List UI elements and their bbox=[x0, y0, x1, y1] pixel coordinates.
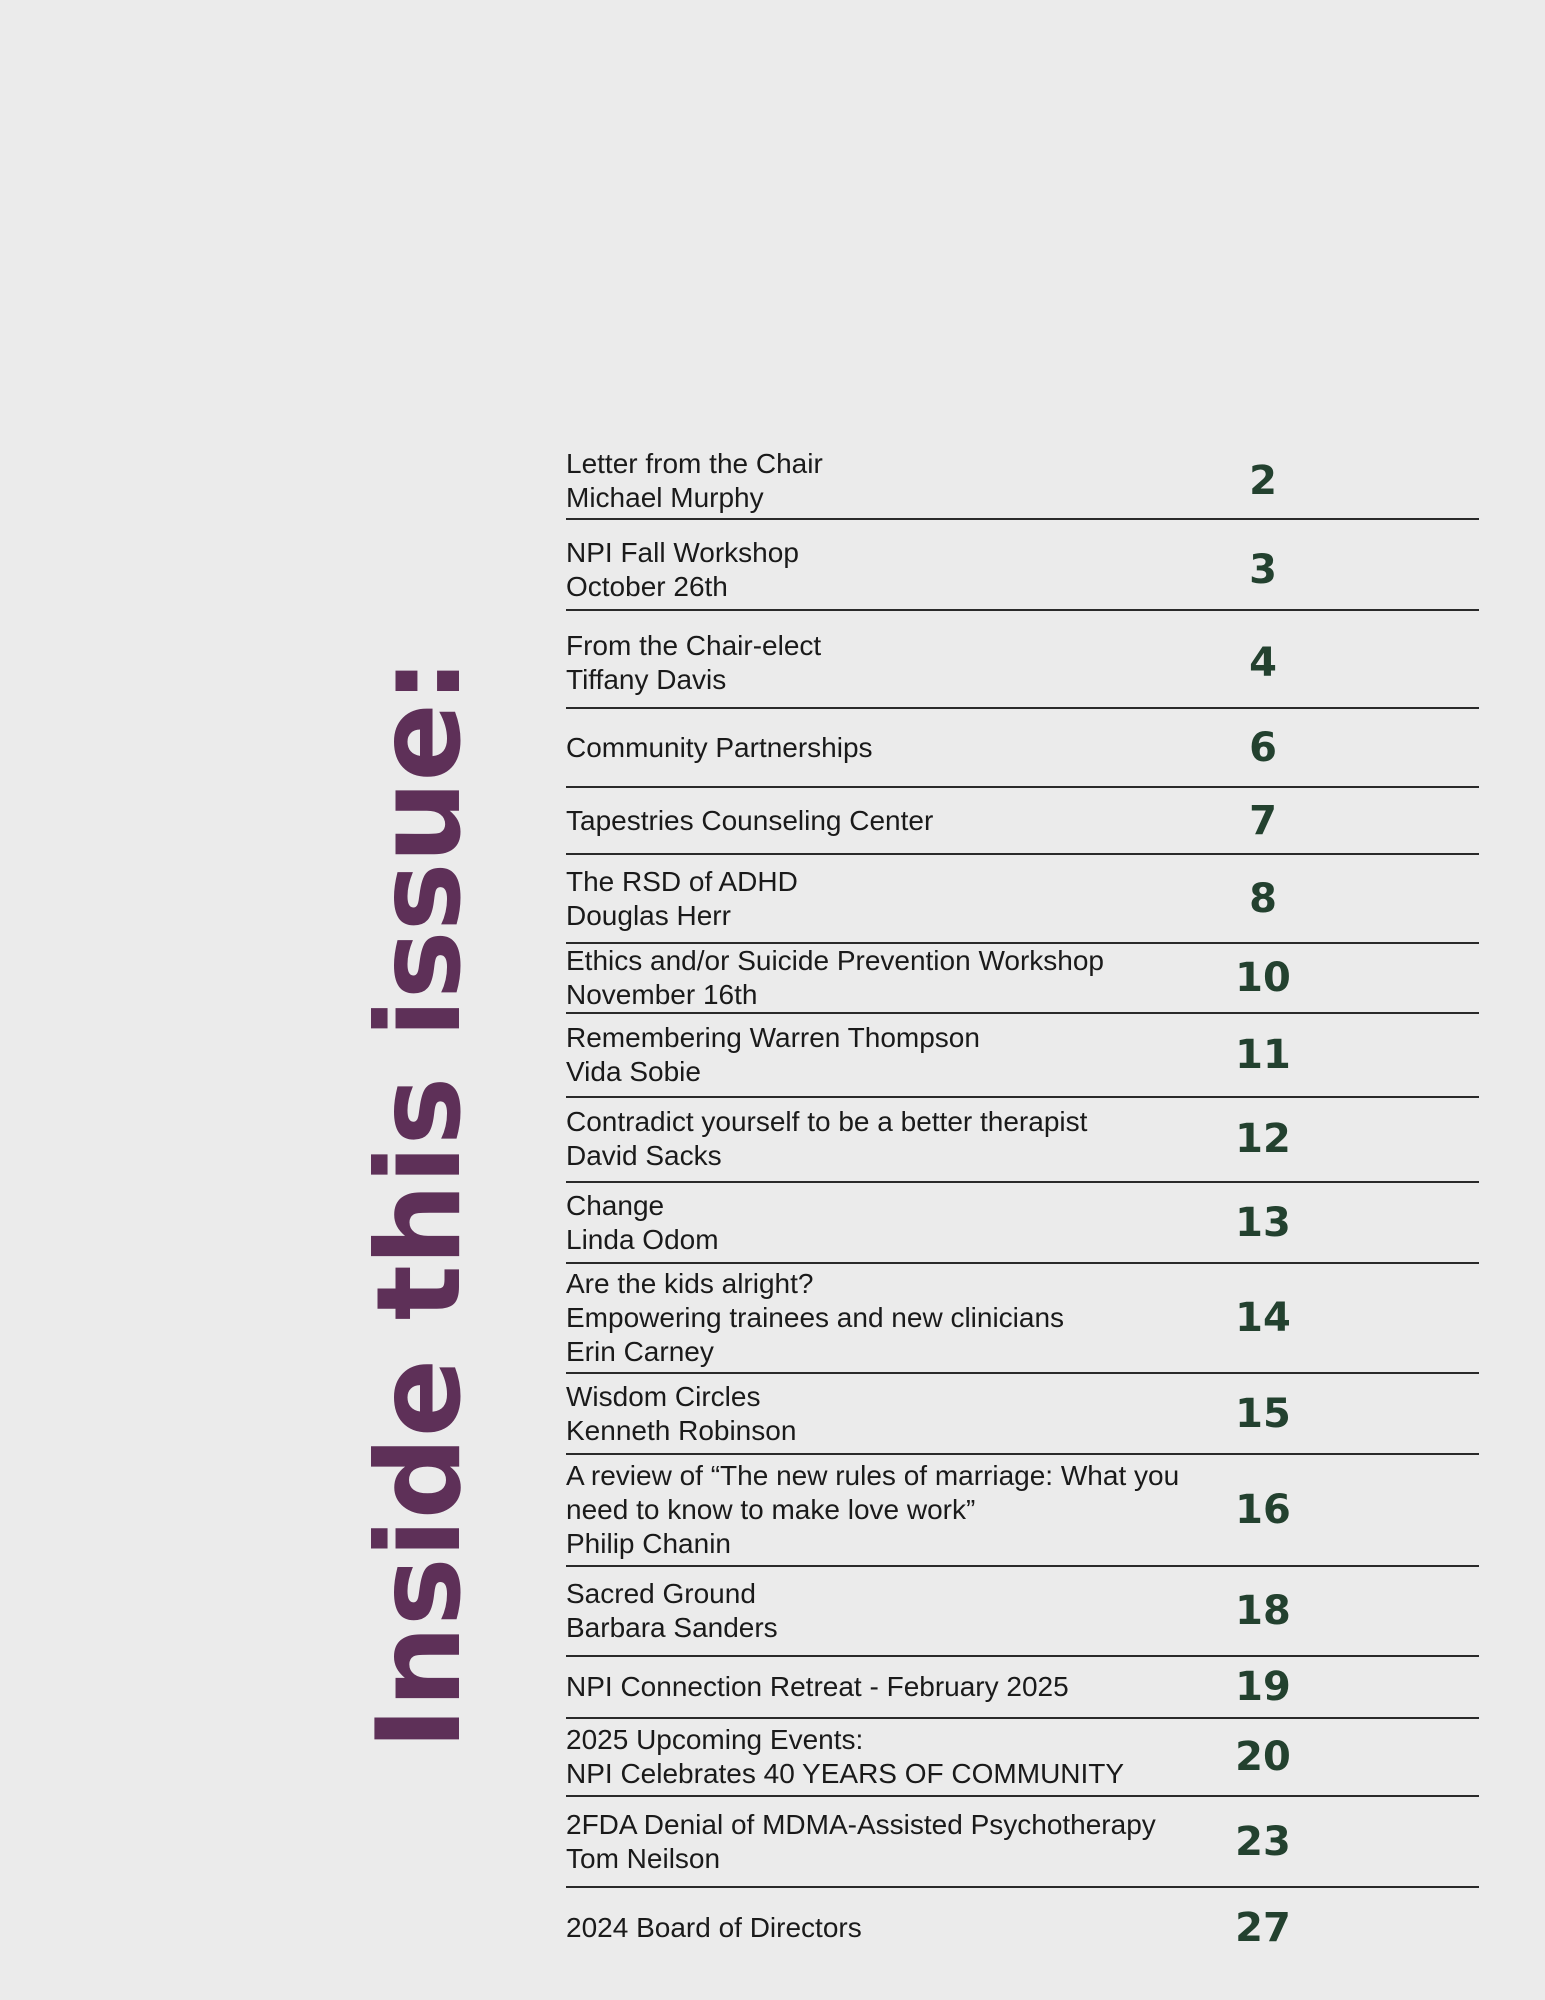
toc-entry[interactable] bbox=[566, 1889, 1479, 1966]
divider-line bbox=[566, 1795, 1479, 1797]
toc-page-number: 27 bbox=[1235, 1904, 1291, 1951]
inside-this-issue-title: Inside this issue: bbox=[352, 658, 487, 1750]
toc-page-number: 12 bbox=[1235, 1116, 1291, 1162]
toc-entry-text bbox=[566, 1656, 1239, 1717]
toc-entry[interactable] bbox=[566, 530, 1479, 609]
toc-entry-subline: Tom Neilson bbox=[566, 1842, 721, 1874]
toc-entry[interactable] bbox=[566, 944, 1479, 1012]
divider-line bbox=[566, 1012, 1479, 1014]
toc-entry-subline: Erin Carney bbox=[566, 1335, 714, 1367]
toc-entry-title: Are the kids alright? bbox=[566, 1267, 814, 1299]
toc-entry-text bbox=[566, 1718, 1239, 1795]
toc-page-number: 7 bbox=[1249, 798, 1277, 844]
toc-entry-text bbox=[566, 444, 1239, 518]
toc-entry[interactable] bbox=[566, 1455, 1479, 1565]
toc-entry[interactable] bbox=[566, 1097, 1479, 1181]
toc-entry[interactable] bbox=[566, 619, 1479, 707]
divider-line bbox=[566, 786, 1479, 788]
toc-entry[interactable] bbox=[566, 855, 1479, 942]
toc-entry-text bbox=[566, 1263, 1239, 1372]
toc-entry[interactable] bbox=[566, 1718, 1479, 1795]
divider-line bbox=[566, 707, 1479, 709]
toc-page-number: 13 bbox=[1235, 1199, 1291, 1246]
toc-entry-title: Remembering Warren Thompson bbox=[566, 1022, 980, 1053]
toc-entry-title: Letter from the Chair bbox=[566, 448, 823, 479]
divider-line bbox=[566, 1565, 1479, 1567]
toc-entry[interactable] bbox=[566, 710, 1479, 786]
toc-entry-subline: Kenneth Robinson bbox=[566, 1414, 797, 1446]
toc-entry-text bbox=[566, 1374, 1239, 1453]
toc-entry-title: A review of “The new rules of marriage: What you bbox=[566, 1460, 1180, 1491]
toc-entry-text bbox=[566, 789, 1239, 853]
toc-page-number: 8 bbox=[1249, 875, 1277, 922]
toc-page-number: 15 bbox=[1235, 1390, 1291, 1437]
toc-page-number: 3 bbox=[1249, 546, 1277, 593]
toc-entry-subline: November 16th bbox=[566, 979, 758, 1010]
divider-line bbox=[566, 609, 1479, 611]
toc-entry[interactable] bbox=[566, 1014, 1479, 1096]
toc-entry-subline: Vida Sobie bbox=[566, 1056, 701, 1087]
toc-page-number: 14 bbox=[1235, 1294, 1291, 1341]
divider-line bbox=[566, 518, 1479, 520]
toc-entry-text bbox=[566, 1567, 1239, 1655]
divider-line bbox=[566, 1655, 1479, 1657]
divider-line bbox=[566, 853, 1479, 855]
toc-entry-subline: need to know to make love work” bbox=[566, 1494, 976, 1525]
toc-entry[interactable] bbox=[566, 1374, 1479, 1453]
toc-page-number: 20 bbox=[1235, 1733, 1291, 1780]
toc-entry-title: Community Partnerships bbox=[566, 732, 873, 763]
toc-entry-title: Contradict yourself to be a better therapist bbox=[566, 1106, 1088, 1137]
toc-entry-text bbox=[566, 855, 1239, 942]
toc-entry-text bbox=[566, 1014, 1239, 1096]
toc-entry-title: 2FDA Denial of MDMA-Assisted Psychotherapy bbox=[566, 1808, 1156, 1840]
toc-entry-subline: Tiffany Davis bbox=[566, 664, 727, 695]
toc-entry[interactable] bbox=[566, 789, 1479, 853]
toc-entry-title: 2024 Board of Directors bbox=[566, 1911, 862, 1943]
toc-entry-subline: David Sacks bbox=[566, 1140, 722, 1171]
toc-entry-subline: NPI Celebrates 40 YEARS OF COMMUNITY bbox=[566, 1757, 1125, 1789]
toc-entry-text bbox=[566, 1183, 1239, 1262]
toc-page-number: 2 bbox=[1249, 458, 1277, 504]
toc-entry[interactable] bbox=[566, 1183, 1479, 1262]
toc-entry[interactable] bbox=[566, 444, 1479, 518]
toc-page-number: 18 bbox=[1235, 1588, 1291, 1634]
toc-entry-text bbox=[566, 944, 1239, 1012]
toc-page-number: 4 bbox=[1249, 640, 1277, 686]
toc-entry-title: The RSD of ADHD bbox=[566, 865, 798, 897]
divider-line bbox=[566, 1886, 1479, 1888]
toc-entry-subline: Barbara Sanders bbox=[566, 1612, 778, 1643]
toc-entry-title: Wisdom Circles bbox=[566, 1380, 761, 1412]
divider-line bbox=[566, 942, 1479, 944]
toc-entry-subline: Douglas Herr bbox=[566, 899, 731, 931]
divider-line bbox=[566, 1181, 1479, 1183]
divider-line bbox=[566, 1372, 1479, 1374]
toc-page-number: 11 bbox=[1235, 1032, 1291, 1078]
toc-entry-title: From the Chair-elect bbox=[566, 630, 822, 661]
toc-entry-text bbox=[566, 1889, 1239, 1966]
toc-entry-title: Ethics and/or Suicide Prevention Workshop bbox=[566, 945, 1104, 976]
toc-entry-text bbox=[566, 1455, 1239, 1565]
divider-line bbox=[566, 1262, 1479, 1264]
toc-entry-text bbox=[566, 1797, 1239, 1886]
toc-page-number: 16 bbox=[1235, 1487, 1291, 1533]
toc-page-number: 10 bbox=[1235, 955, 1291, 1001]
divider-line bbox=[566, 1096, 1479, 1098]
divider-line bbox=[566, 1717, 1479, 1719]
toc-entry-subline: Michael Murphy bbox=[566, 482, 764, 513]
toc-entry[interactable] bbox=[566, 1567, 1479, 1655]
toc-page-number: 19 bbox=[1235, 1663, 1291, 1710]
divider-line bbox=[566, 1453, 1479, 1455]
toc-page-number: 23 bbox=[1235, 1818, 1291, 1865]
toc-entry-subline: Linda Odom bbox=[566, 1223, 719, 1255]
toc-entry-text bbox=[566, 619, 1239, 707]
toc-page-number: 6 bbox=[1249, 725, 1277, 771]
toc-entry-subline: Philip Chanin bbox=[566, 1528, 731, 1559]
toc-entry-subline: October 26th bbox=[566, 570, 728, 602]
toc-entry-title: Tapestries Counseling Center bbox=[566, 805, 934, 836]
toc-entry[interactable] bbox=[566, 1263, 1479, 1372]
toc-entry[interactable] bbox=[566, 1797, 1479, 1886]
toc-entry-title: NPI Connection Retreat - February 2025 bbox=[566, 1670, 1069, 1702]
toc-entry-text bbox=[566, 710, 1239, 786]
toc-entry-title: 2025 Upcoming Events: bbox=[566, 1723, 864, 1755]
toc-entry-title: NPI Fall Workshop bbox=[566, 536, 799, 568]
toc-entry-text bbox=[566, 1097, 1239, 1181]
toc-entry-text bbox=[566, 530, 1239, 609]
toc-entry[interactable] bbox=[566, 1656, 1479, 1717]
toc-entry-title: Change bbox=[566, 1189, 665, 1221]
toc-entry-title: Sacred Ground bbox=[566, 1578, 756, 1609]
toc-entry-subline: Empowering trainees and new clinicians bbox=[566, 1301, 1065, 1333]
